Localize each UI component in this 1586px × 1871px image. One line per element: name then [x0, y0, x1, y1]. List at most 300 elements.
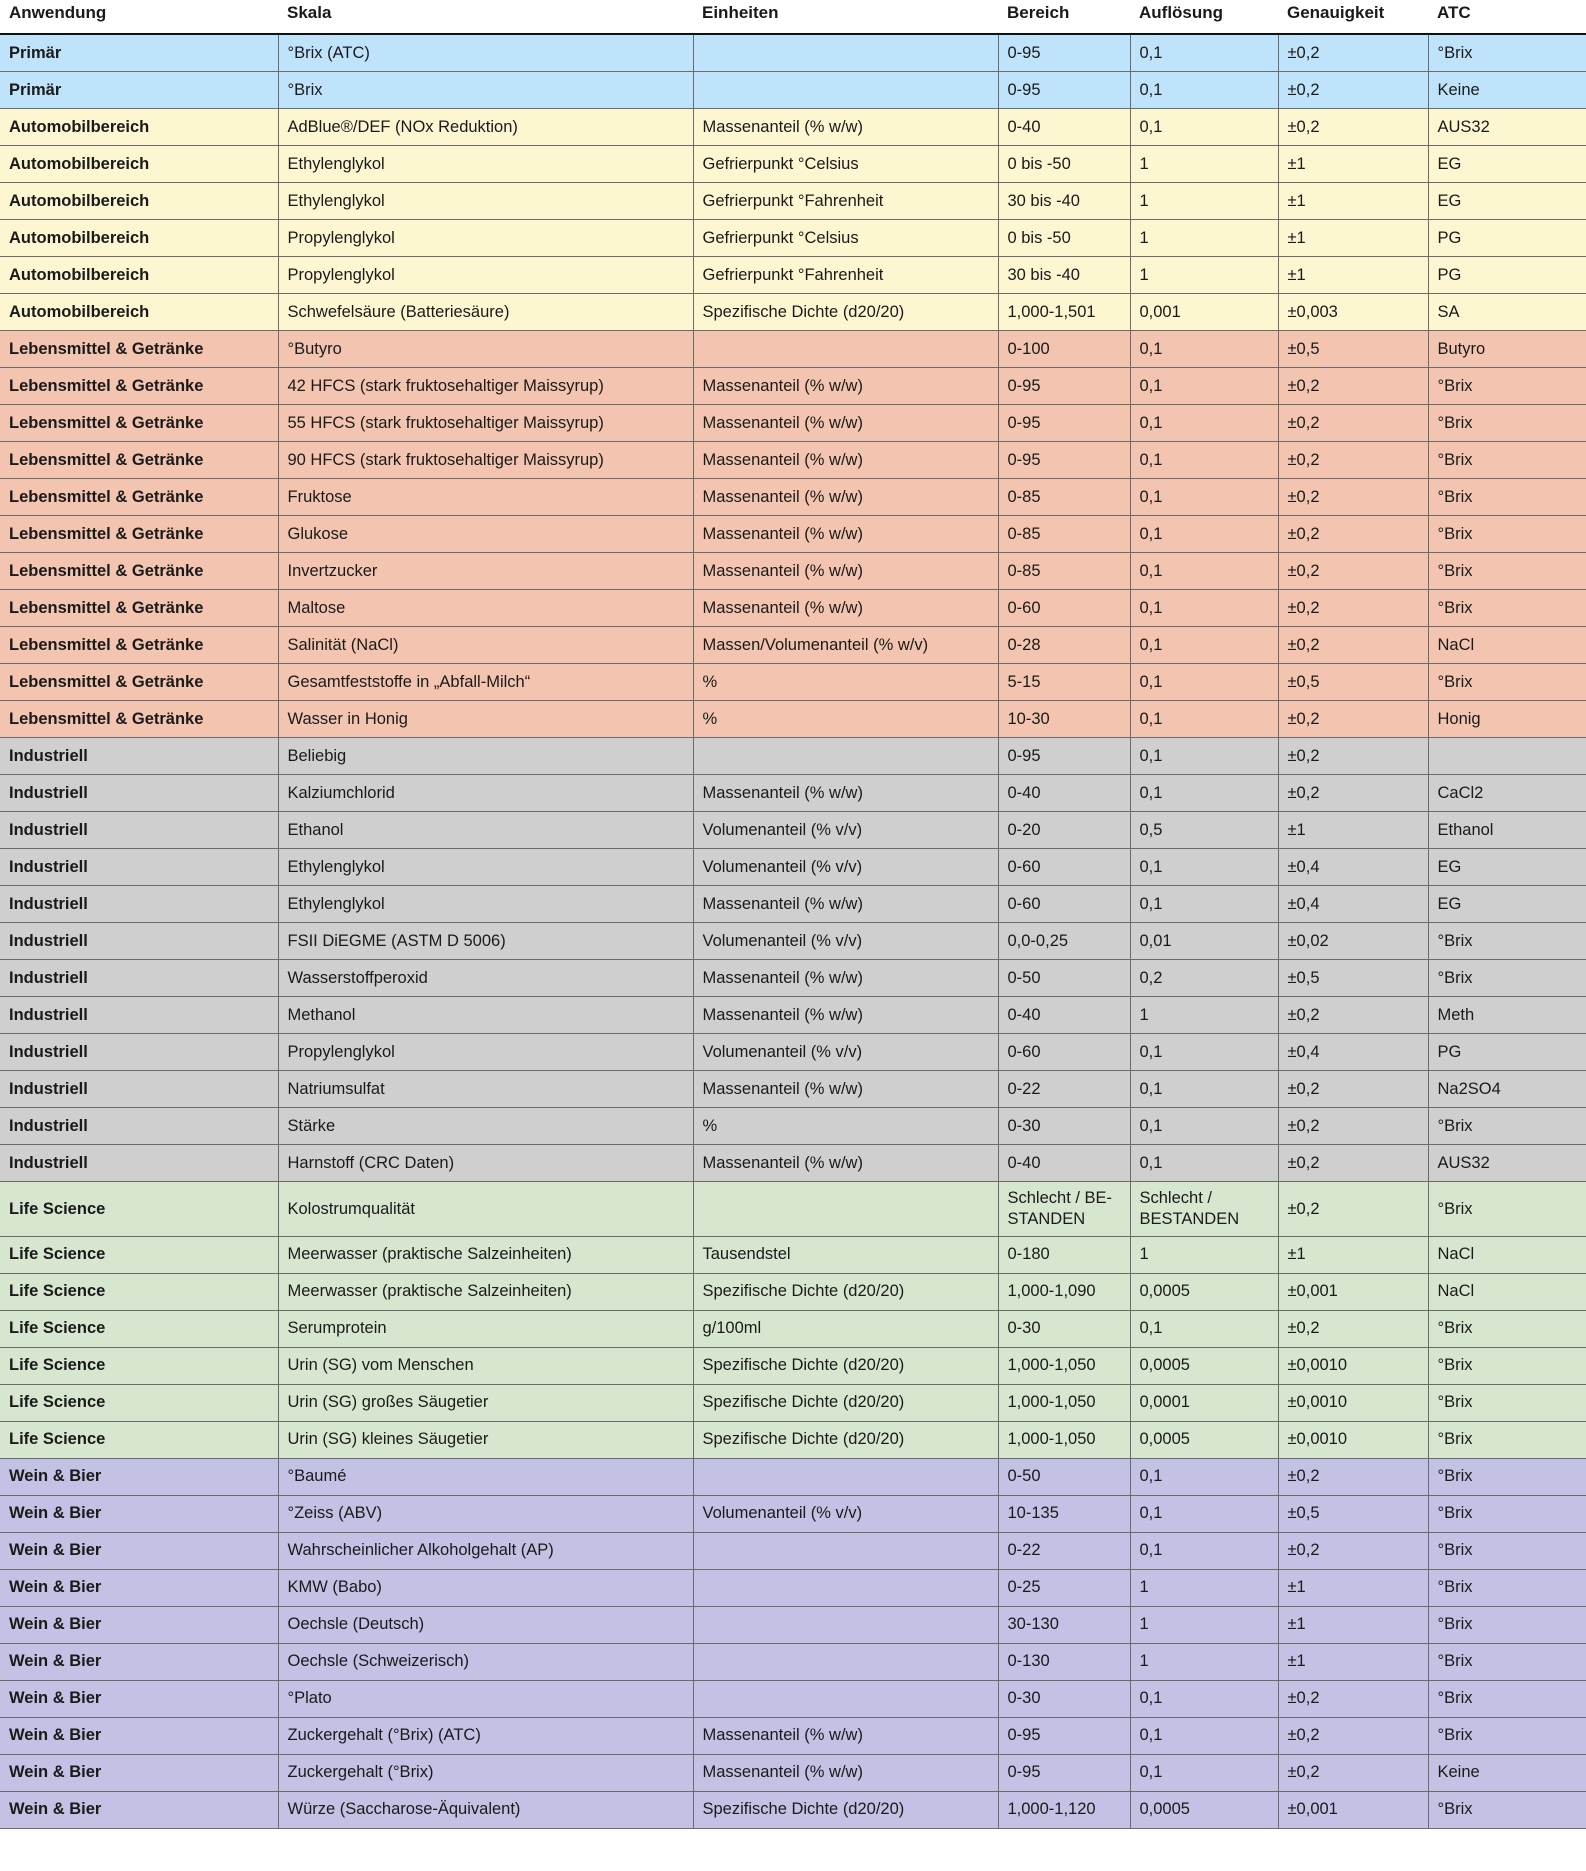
cell-aufloesung: 0,1 — [1130, 1754, 1278, 1791]
cell-anwendung: Automobilbereich — [0, 183, 278, 220]
table-row — [0, 1236, 1586, 1273]
cell-atc: EG — [1428, 183, 1586, 220]
table-row — [0, 1606, 1586, 1643]
cell-atc: °Brix — [1428, 1310, 1586, 1347]
cell-bereich: 0-50 — [998, 960, 1130, 997]
cell-bereich: 1,000-1,050 — [998, 1421, 1130, 1458]
table-row — [0, 1495, 1586, 1532]
cell-skala: Methanol — [278, 997, 693, 1034]
cell-skala: Meerwasser (praktische Salzeinheiten) — [278, 1236, 693, 1273]
cell-skala: Stärke — [278, 1108, 693, 1145]
cell-einheiten — [693, 1182, 998, 1236]
cell-genauigkeit: ±0,2 — [1278, 1717, 1428, 1754]
table-row — [0, 1532, 1586, 1569]
cell-einheiten: Gefrierpunkt °Fahrenheit — [693, 257, 998, 294]
cell-einheiten: Massenanteil (% w/w) — [693, 479, 998, 516]
cell-bereich: 0-95 — [998, 1754, 1130, 1791]
cell-bereich: 0-22 — [998, 1532, 1130, 1569]
cell-aufloesung: 1 — [1130, 1236, 1278, 1273]
cell-aufloesung: 0,0005 — [1130, 1421, 1278, 1458]
cell-skala: 55 HFCS (stark fruktosehaltiger Maissyrup) — [278, 405, 693, 442]
table-row — [0, 886, 1586, 923]
cell-skala: Würze (Saccharose-Äquivalent) — [278, 1791, 693, 1828]
table-row — [0, 1145, 1586, 1182]
table-row — [0, 997, 1586, 1034]
cell-genauigkeit: ±0,02 — [1278, 923, 1428, 960]
cell-atc: Honig — [1428, 701, 1586, 738]
cell-aufloesung: 1 — [1130, 220, 1278, 257]
cell-aufloesung: 0,1 — [1130, 516, 1278, 553]
cell-einheiten: Volumenanteil (% v/v) — [693, 1034, 998, 1071]
table-row — [0, 146, 1586, 183]
cell-einheiten: Spezifische Dichte (d20/20) — [693, 1421, 998, 1458]
cell-genauigkeit: ±1 — [1278, 1236, 1428, 1273]
cell-atc: AUS32 — [1428, 1145, 1586, 1182]
table-row — [0, 1071, 1586, 1108]
cell-einheiten: Massenanteil (% w/w) — [693, 1717, 998, 1754]
cell-anwendung: Automobilbereich — [0, 294, 278, 331]
cell-einheiten: Massenanteil (% w/w) — [693, 516, 998, 553]
cell-skala: Propylenglykol — [278, 257, 693, 294]
cell-anwendung: Wein & Bier — [0, 1680, 278, 1717]
cell-genauigkeit: ±0,5 — [1278, 960, 1428, 997]
table-row — [0, 1421, 1586, 1458]
cell-aufloesung: 0,1 — [1130, 1108, 1278, 1145]
cell-einheiten: Spezifische Dichte (d20/20) — [693, 1347, 998, 1384]
table-row — [0, 1717, 1586, 1754]
cell-bereich: 1,000-1,050 — [998, 1384, 1130, 1421]
cell-skala: Ethylenglykol — [278, 886, 693, 923]
cell-anwendung: Wein & Bier — [0, 1643, 278, 1680]
cell-bereich: 0-30 — [998, 1680, 1130, 1717]
cell-skala: Wasser in Honig — [278, 701, 693, 738]
table-row — [0, 368, 1586, 405]
cell-aufloesung: 1 — [1130, 1643, 1278, 1680]
cell-atc: °Brix — [1428, 479, 1586, 516]
cell-genauigkeit: ±0,2 — [1278, 1108, 1428, 1145]
cell-anwendung: Life Science — [0, 1273, 278, 1310]
cell-atc: Na2SO4 — [1428, 1071, 1586, 1108]
cell-genauigkeit: ±0,5 — [1278, 664, 1428, 701]
cell-atc: °Brix — [1428, 1569, 1586, 1606]
cell-anwendung: Life Science — [0, 1182, 278, 1236]
cell-einheiten — [693, 738, 998, 775]
cell-anwendung: Automobilbereich — [0, 109, 278, 146]
cell-aufloesung: 1 — [1130, 183, 1278, 220]
cell-einheiten — [693, 34, 998, 72]
cell-bereich: 0-95 — [998, 442, 1130, 479]
cell-aufloesung: 0,1 — [1130, 1495, 1278, 1532]
cell-genauigkeit: ±1 — [1278, 183, 1428, 220]
cell-atc: °Brix — [1428, 368, 1586, 405]
cell-genauigkeit: ±0,2 — [1278, 1458, 1428, 1495]
cell-atc: Meth — [1428, 997, 1586, 1034]
cell-atc: °Brix — [1428, 960, 1586, 997]
cell-anwendung: Life Science — [0, 1347, 278, 1384]
cell-anwendung: Industriell — [0, 812, 278, 849]
cell-genauigkeit: ±0,2 — [1278, 738, 1428, 775]
cell-einheiten: g/100ml — [693, 1310, 998, 1347]
cell-genauigkeit: ±0,2 — [1278, 516, 1428, 553]
cell-einheiten: Massenanteil (% w/w) — [693, 775, 998, 812]
cell-atc: PG — [1428, 257, 1586, 294]
cell-bereich: 0-25 — [998, 1569, 1130, 1606]
cell-atc: Butyro — [1428, 331, 1586, 368]
cell-atc: PG — [1428, 1034, 1586, 1071]
cell-einheiten: Tausendstel — [693, 1236, 998, 1273]
cell-atc: °Brix — [1428, 516, 1586, 553]
table-row — [0, 516, 1586, 553]
cell-aufloesung: 1 — [1130, 257, 1278, 294]
table-row — [0, 738, 1586, 775]
table-row — [0, 627, 1586, 664]
cell-einheiten: Massenanteil (% w/w) — [693, 368, 998, 405]
cell-einheiten: Massenanteil (% w/w) — [693, 553, 998, 590]
cell-einheiten: Massen/Volumenanteil (% w/v) — [693, 627, 998, 664]
table-row — [0, 775, 1586, 812]
cell-atc: EG — [1428, 849, 1586, 886]
cell-aufloesung: 0,1 — [1130, 1310, 1278, 1347]
cell-aufloesung: 1 — [1130, 997, 1278, 1034]
cell-aufloesung: 0,1 — [1130, 1717, 1278, 1754]
cell-atc: AUS32 — [1428, 109, 1586, 146]
table-row — [0, 590, 1586, 627]
column-header-einheiten: Einheiten — [693, 0, 998, 34]
cell-anwendung: Lebensmittel & Getränke — [0, 442, 278, 479]
cell-bereich: 0-40 — [998, 775, 1130, 812]
column-header-bereich: Bereich — [998, 0, 1130, 34]
cell-einheiten: % — [693, 701, 998, 738]
cell-bereich: 0-28 — [998, 627, 1130, 664]
table-row — [0, 294, 1586, 331]
cell-skala: Oechsle (Schweizerisch) — [278, 1643, 693, 1680]
table-row — [0, 1791, 1586, 1828]
cell-einheiten: Massenanteil (% w/w) — [693, 1071, 998, 1108]
table-row — [0, 1458, 1586, 1495]
cell-bereich: 0-95 — [998, 1717, 1130, 1754]
cell-skala: KMW (Babo) — [278, 1569, 693, 1606]
cell-genauigkeit: ±0,2 — [1278, 627, 1428, 664]
cell-bereich: 0-100 — [998, 331, 1130, 368]
cell-einheiten: % — [693, 664, 998, 701]
column-header-skala: Skala — [278, 0, 693, 34]
cell-bereich: 1,000-1,050 — [998, 1347, 1130, 1384]
table-row — [0, 1310, 1586, 1347]
table-row — [0, 1108, 1586, 1145]
cell-einheiten: Massenanteil (% w/w) — [693, 109, 998, 146]
cell-bereich: 0 bis -50 — [998, 146, 1130, 183]
cell-aufloesung: 0,2 — [1130, 960, 1278, 997]
cell-aufloesung: 0,1 — [1130, 442, 1278, 479]
cell-skala: FSII DiEGME (ASTM D 5006) — [278, 923, 693, 960]
column-header-anwendung: Anwendung — [0, 0, 278, 34]
cell-aufloesung: 1 — [1130, 1606, 1278, 1643]
cell-anwendung: Lebensmittel & Getränke — [0, 405, 278, 442]
cell-bereich: 30 bis -40 — [998, 257, 1130, 294]
cell-aufloesung: 0,1 — [1130, 1680, 1278, 1717]
table-row — [0, 1273, 1586, 1310]
cell-aufloesung: 0,1 — [1130, 627, 1278, 664]
cell-einheiten: Massenanteil (% w/w) — [693, 590, 998, 627]
cell-aufloesung: Schlecht / BESTANDEN — [1130, 1182, 1278, 1236]
cell-aufloesung: 0,1 — [1130, 368, 1278, 405]
cell-anwendung: Industriell — [0, 997, 278, 1034]
cell-aufloesung: 0,5 — [1130, 812, 1278, 849]
cell-skala: Zuckergehalt (°Brix) — [278, 1754, 693, 1791]
cell-bereich: 0-85 — [998, 553, 1130, 590]
cell-genauigkeit: ±0,2 — [1278, 479, 1428, 516]
cell-bereich: 0 bis -50 — [998, 220, 1130, 257]
cell-atc: PG — [1428, 220, 1586, 257]
cell-bereich: 1,000-1,090 — [998, 1273, 1130, 1310]
cell-aufloesung: 0,0005 — [1130, 1791, 1278, 1828]
cell-anwendung: Primär — [0, 34, 278, 72]
cell-bereich: 5-15 — [998, 664, 1130, 701]
cell-genauigkeit: ±1 — [1278, 1569, 1428, 1606]
cell-skala: Gesamtfeststoffe in „Abfall-Milch“ — [278, 664, 693, 701]
cell-skala: Wasserstoffperoxid — [278, 960, 693, 997]
table-body — [0, 34, 1586, 1828]
cell-anwendung: Life Science — [0, 1384, 278, 1421]
cell-skala: Ethylenglykol — [278, 183, 693, 220]
cell-aufloesung: 0,1 — [1130, 1034, 1278, 1071]
table-row — [0, 1754, 1586, 1791]
table-row — [0, 72, 1586, 109]
cell-einheiten: Volumenanteil (% v/v) — [693, 812, 998, 849]
cell-aufloesung: 0,1 — [1130, 1532, 1278, 1569]
cell-skala: °Plato — [278, 1680, 693, 1717]
cell-atc — [1428, 738, 1586, 775]
table-row — [0, 1347, 1586, 1384]
cell-anwendung: Industriell — [0, 1108, 278, 1145]
cell-skala: Propylenglykol — [278, 220, 693, 257]
cell-einheiten: Massenanteil (% w/w) — [693, 442, 998, 479]
cell-genauigkeit: ±1 — [1278, 146, 1428, 183]
cell-bereich: 0-40 — [998, 1145, 1130, 1182]
cell-bereich: 0-30 — [998, 1108, 1130, 1145]
cell-bereich: 0-180 — [998, 1236, 1130, 1273]
cell-genauigkeit: ±0,0010 — [1278, 1384, 1428, 1421]
table-row — [0, 183, 1586, 220]
cell-genauigkeit: ±1 — [1278, 220, 1428, 257]
cell-skala: Meerwasser (praktische Salzeinheiten) — [278, 1273, 693, 1310]
cell-einheiten — [693, 1606, 998, 1643]
cell-einheiten: Massenanteil (% w/w) — [693, 1145, 998, 1182]
cell-bereich: 0-60 — [998, 1034, 1130, 1071]
cell-atc: EG — [1428, 146, 1586, 183]
table-row — [0, 1680, 1586, 1717]
cell-aufloesung: 1 — [1130, 1569, 1278, 1606]
cell-einheiten: Gefrierpunkt °Celsius — [693, 220, 998, 257]
cell-anwendung: Industriell — [0, 923, 278, 960]
cell-skala: 42 HFCS (stark fruktosehaltiger Maissyrup) — [278, 368, 693, 405]
cell-bereich: Schlecht / BE-STANDEN — [998, 1182, 1130, 1236]
cell-aufloesung: 0,1 — [1130, 775, 1278, 812]
cell-aufloesung: 0,1 — [1130, 34, 1278, 72]
cell-bereich: 0-60 — [998, 590, 1130, 627]
cell-bereich: 0-50 — [998, 1458, 1130, 1495]
cell-atc: °Brix — [1428, 1182, 1586, 1236]
cell-genauigkeit: ±0,2 — [1278, 701, 1428, 738]
cell-anwendung: Industriell — [0, 849, 278, 886]
cell-anwendung: Lebensmittel & Getränke — [0, 368, 278, 405]
cell-atc: °Brix — [1428, 1108, 1586, 1145]
cell-anwendung: Automobilbereich — [0, 146, 278, 183]
cell-einheiten: % — [693, 1108, 998, 1145]
cell-skala: Beliebig — [278, 738, 693, 775]
table-row — [0, 812, 1586, 849]
cell-skala: Ethylenglykol — [278, 849, 693, 886]
cell-atc: °Brix — [1428, 923, 1586, 960]
cell-anwendung: Primär — [0, 72, 278, 109]
cell-anwendung: Lebensmittel & Getränke — [0, 331, 278, 368]
cell-bereich: 0-60 — [998, 886, 1130, 923]
cell-skala: Wahrscheinlicher Alkoholgehalt (AP) — [278, 1532, 693, 1569]
cell-bereich: 0-85 — [998, 516, 1130, 553]
cell-anwendung: Wein & Bier — [0, 1717, 278, 1754]
cell-einheiten: Massenanteil (% w/w) — [693, 997, 998, 1034]
cell-bereich: 10-135 — [998, 1495, 1130, 1532]
cell-einheiten — [693, 1680, 998, 1717]
cell-atc: °Brix — [1428, 1643, 1586, 1680]
cell-genauigkeit: ±0,4 — [1278, 1034, 1428, 1071]
cell-anwendung: Wein & Bier — [0, 1495, 278, 1532]
cell-skala: Ethylenglykol — [278, 146, 693, 183]
cell-genauigkeit: ±0,003 — [1278, 294, 1428, 331]
cell-genauigkeit: ±0,2 — [1278, 1680, 1428, 1717]
cell-einheiten — [693, 1569, 998, 1606]
cell-skala: Urin (SG) kleines Säugetier — [278, 1421, 693, 1458]
cell-genauigkeit: ±0,2 — [1278, 590, 1428, 627]
cell-genauigkeit: ±1 — [1278, 1643, 1428, 1680]
cell-anwendung: Lebensmittel & Getränke — [0, 553, 278, 590]
cell-einheiten: Gefrierpunkt °Fahrenheit — [693, 183, 998, 220]
cell-einheiten: Volumenanteil (% v/v) — [693, 849, 998, 886]
table-row — [0, 1643, 1586, 1680]
cell-atc: °Brix — [1428, 1680, 1586, 1717]
cell-atc: Keine — [1428, 1754, 1586, 1791]
cell-aufloesung: 1 — [1130, 146, 1278, 183]
cell-genauigkeit: ±0,0010 — [1278, 1347, 1428, 1384]
cell-genauigkeit: ±0,2 — [1278, 1182, 1428, 1236]
cell-einheiten: Spezifische Dichte (d20/20) — [693, 1273, 998, 1310]
cell-atc: °Brix — [1428, 442, 1586, 479]
cell-anwendung: Life Science — [0, 1236, 278, 1273]
cell-genauigkeit: ±0,2 — [1278, 1071, 1428, 1108]
cell-skala: Maltose — [278, 590, 693, 627]
cell-atc: Keine — [1428, 72, 1586, 109]
table-row — [0, 109, 1586, 146]
column-header-genauigkeit: Genauigkeit — [1278, 0, 1428, 34]
table-row — [0, 1034, 1586, 1071]
cell-einheiten — [693, 72, 998, 109]
cell-anwendung: Lebensmittel & Getränke — [0, 590, 278, 627]
cell-skala: Harnstoff (CRC Daten) — [278, 1145, 693, 1182]
cell-anwendung: Lebensmittel & Getränke — [0, 627, 278, 664]
cell-aufloesung: 0,1 — [1130, 738, 1278, 775]
cell-atc: °Brix — [1428, 1495, 1586, 1532]
cell-atc: °Brix — [1428, 405, 1586, 442]
cell-skala: Oechsle (Deutsch) — [278, 1606, 693, 1643]
cell-bereich: 0-95 — [998, 34, 1130, 72]
cell-einheiten: Massenanteil (% w/w) — [693, 1754, 998, 1791]
cell-aufloesung: 0,0005 — [1130, 1347, 1278, 1384]
cell-atc: SA — [1428, 294, 1586, 331]
cell-skala: Serumprotein — [278, 1310, 693, 1347]
cell-atc: °Brix — [1428, 553, 1586, 590]
cell-atc: °Brix — [1428, 590, 1586, 627]
table-row — [0, 960, 1586, 997]
cell-atc: °Brix — [1428, 1532, 1586, 1569]
cell-genauigkeit: ±0,2 — [1278, 405, 1428, 442]
cell-bereich: 0-40 — [998, 997, 1130, 1034]
cell-skala: Urin (SG) großes Säugetier — [278, 1384, 693, 1421]
cell-skala: Urin (SG) vom Menschen — [278, 1347, 693, 1384]
cell-aufloesung: 0,1 — [1130, 701, 1278, 738]
cell-anwendung: Lebensmittel & Getränke — [0, 664, 278, 701]
cell-genauigkeit: ±1 — [1278, 812, 1428, 849]
cell-skala: Zuckergehalt (°Brix) (ATC) — [278, 1717, 693, 1754]
cell-anwendung: Wein & Bier — [0, 1458, 278, 1495]
cell-einheiten — [693, 1458, 998, 1495]
cell-einheiten: Volumenanteil (% v/v) — [693, 1495, 998, 1532]
cell-atc: °Brix — [1428, 1458, 1586, 1495]
cell-bereich: 0-95 — [998, 405, 1130, 442]
cell-aufloesung: 0,1 — [1130, 849, 1278, 886]
cell-aufloesung: 0,1 — [1130, 331, 1278, 368]
cell-anwendung: Industriell — [0, 1034, 278, 1071]
cell-einheiten — [693, 331, 998, 368]
cell-skala: Kalziumchlorid — [278, 775, 693, 812]
cell-anwendung: Industriell — [0, 738, 278, 775]
cell-atc: °Brix — [1428, 1791, 1586, 1828]
cell-skala: Kolostrumqualität — [278, 1182, 693, 1236]
cell-atc: EG — [1428, 886, 1586, 923]
cell-einheiten: Massenanteil (% w/w) — [693, 405, 998, 442]
cell-bereich: 0-95 — [998, 368, 1130, 405]
cell-skala: Fruktose — [278, 479, 693, 516]
cell-genauigkeit: ±0,2 — [1278, 109, 1428, 146]
cell-anwendung: Wein & Bier — [0, 1791, 278, 1828]
cell-genauigkeit: ±0,4 — [1278, 849, 1428, 886]
column-header-atc: ATC — [1428, 0, 1586, 34]
cell-bereich: 1,000-1,120 — [998, 1791, 1130, 1828]
table-row — [0, 405, 1586, 442]
table-row — [0, 1569, 1586, 1606]
cell-anwendung: Industriell — [0, 960, 278, 997]
cell-genauigkeit: ±0,2 — [1278, 775, 1428, 812]
cell-atc: °Brix — [1428, 34, 1586, 72]
table-row — [0, 257, 1586, 294]
cell-genauigkeit: ±0,2 — [1278, 1754, 1428, 1791]
table-row — [0, 849, 1586, 886]
cell-anwendung: Lebensmittel & Getränke — [0, 516, 278, 553]
cell-aufloesung: 0,1 — [1130, 72, 1278, 109]
cell-einheiten: Gefrierpunkt °Celsius — [693, 146, 998, 183]
cell-skala: Salinität (NaCl) — [278, 627, 693, 664]
cell-einheiten — [693, 1532, 998, 1569]
table-row — [0, 1384, 1586, 1421]
cell-skala: Natriumsulfat — [278, 1071, 693, 1108]
table-row — [0, 34, 1586, 72]
cell-genauigkeit: ±0,2 — [1278, 1145, 1428, 1182]
table-row — [0, 479, 1586, 516]
cell-anwendung: Wein & Bier — [0, 1532, 278, 1569]
cell-skala: °Baumé — [278, 1458, 693, 1495]
table-row — [0, 331, 1586, 368]
cell-genauigkeit: ±1 — [1278, 257, 1428, 294]
cell-aufloesung: 0,1 — [1130, 886, 1278, 923]
